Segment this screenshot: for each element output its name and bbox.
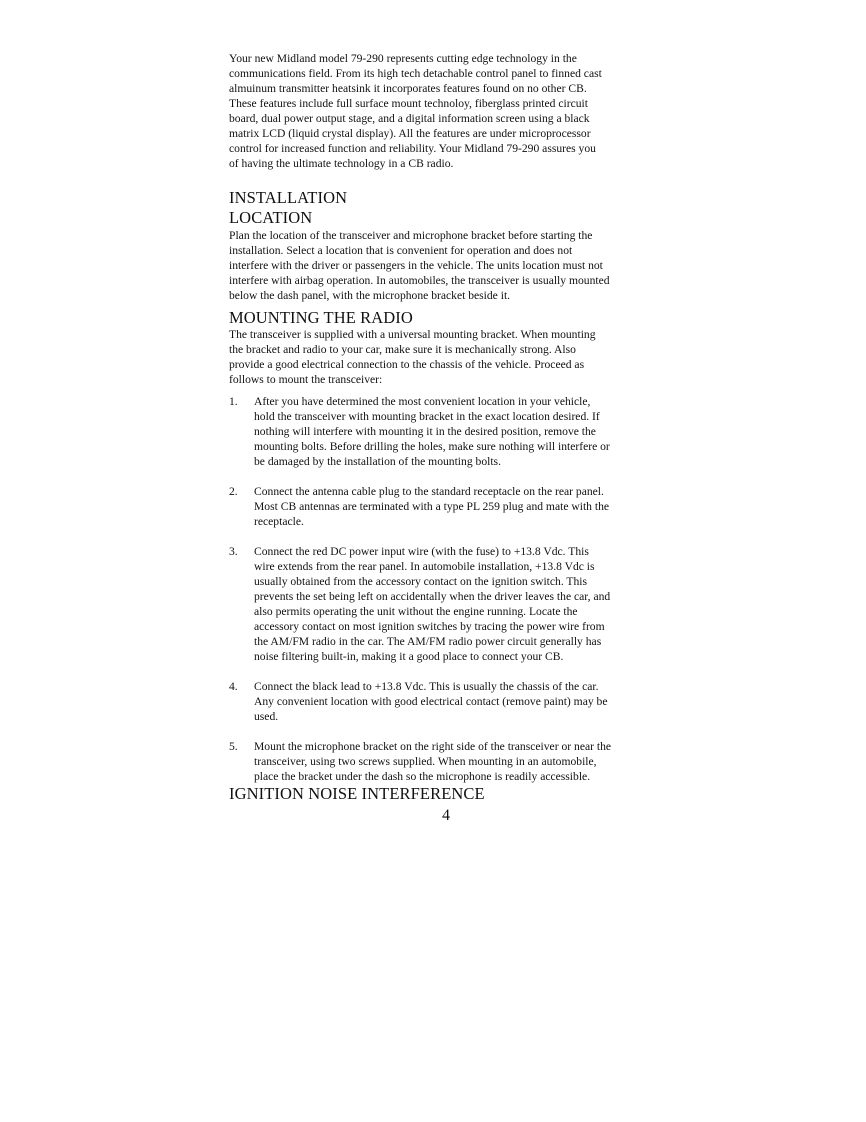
mounting-heading: MOUNTING THE RADIO xyxy=(229,308,413,327)
ignition-noise-heading: IGNITION NOISE INTERFERENCE xyxy=(229,784,485,803)
step-number: 2. xyxy=(229,485,238,498)
step-text: After you have determined the most convenient location in your vehicle, hold the transceiver with mounting bracket in the exact location desired. If nothing will interfere with mounting it in the desired position, remove the mounting bolts. Before drilling the holes, make sure nothing will interfere or be damaged by the installation of the mounting bolts. xyxy=(254,395,610,468)
list-item xyxy=(229,484,653,529)
page-number: 4 xyxy=(442,807,450,824)
step-number: 3. xyxy=(229,545,238,558)
intro-paragraph: Your new Midland model 79-290 represents cutting edge technology in the communications field. From its high tech detachable control panel to finned cast almuinum transmitter heatsink it incorporates features found on no other CB. These features include full surface mount technoloy, fiberglass printed circuit board, dual power output stage, and a digital information screen using a black matrix LCD (liquid crystal display). All the features are under microprocessor control for increased function and reliability. Your Midland 79-290 assures you of having the ultimate technology in a CB radio. xyxy=(229,52,602,170)
list-item xyxy=(229,739,653,784)
list-item xyxy=(229,679,653,724)
installation-heading: INSTALLATION xyxy=(229,188,348,207)
list-item xyxy=(229,544,653,664)
location-paragraph: Plan the location of the transceiver and microphone bracket before starting the installation. Select a location that is convenient for operation and does not interfere with the driver or passengers in the vehicle. The units location must not interfere with airbag operation. In automobiles, the transceiver is usually mounted below the dash panel, with the microphone bracket beside it. xyxy=(229,229,610,302)
step-text: Connect the red DC power input wire (with the fuse) to +13.8 Vdc. This wire extends from the rear panel. In automobile installation, +13.8 Vdc is usually obtained from the accessory contact on the ignition switch. This prevents the set being left on accidentally when the driver leaves the car, and also permits operating the unit without the engine running. Locate the accessory contact on most ignition switches by tracing the power wire from the AM/FM radio in the car. The AM/FM radio power circuit generally has noise filtering built-in, making it a good place to connect your CB. xyxy=(254,545,611,663)
step-text: Mount the microphone bracket on the right side of the transceiver or near the transceiver, using two screws supplied. When mounting in an automobile, place the bracket under the dash so the microphone is readily accessible. xyxy=(254,740,612,783)
list-item xyxy=(229,394,653,469)
step-number: 4. xyxy=(229,680,238,693)
step-number: 1. xyxy=(229,395,238,408)
mounting-intro-paragraph: The transceiver is supplied with a universal mounting bracket. When mounting the bracket and radio to your car, make sure it is mechanically strong. Also provide a good electrical connection to the chassis of the vehicle. Proceed as follows to mount the transceiver: xyxy=(229,328,596,386)
manual-page xyxy=(229,51,653,826)
location-heading: LOCATION xyxy=(229,208,313,227)
mounting-steps-list xyxy=(229,394,653,784)
step-number: 5. xyxy=(229,740,238,753)
step-text: Connect the antenna cable plug to the standard receptacle on the rear panel. Most CB antennas are terminated with a type PL 259 plug and mate with the receptacle. xyxy=(254,485,610,528)
step-text: Connect the black lead to +13.8 Vdc. This is usually the chassis of the car. Any convenient location with good electrical contact (remove paint) may be used. xyxy=(254,680,608,723)
